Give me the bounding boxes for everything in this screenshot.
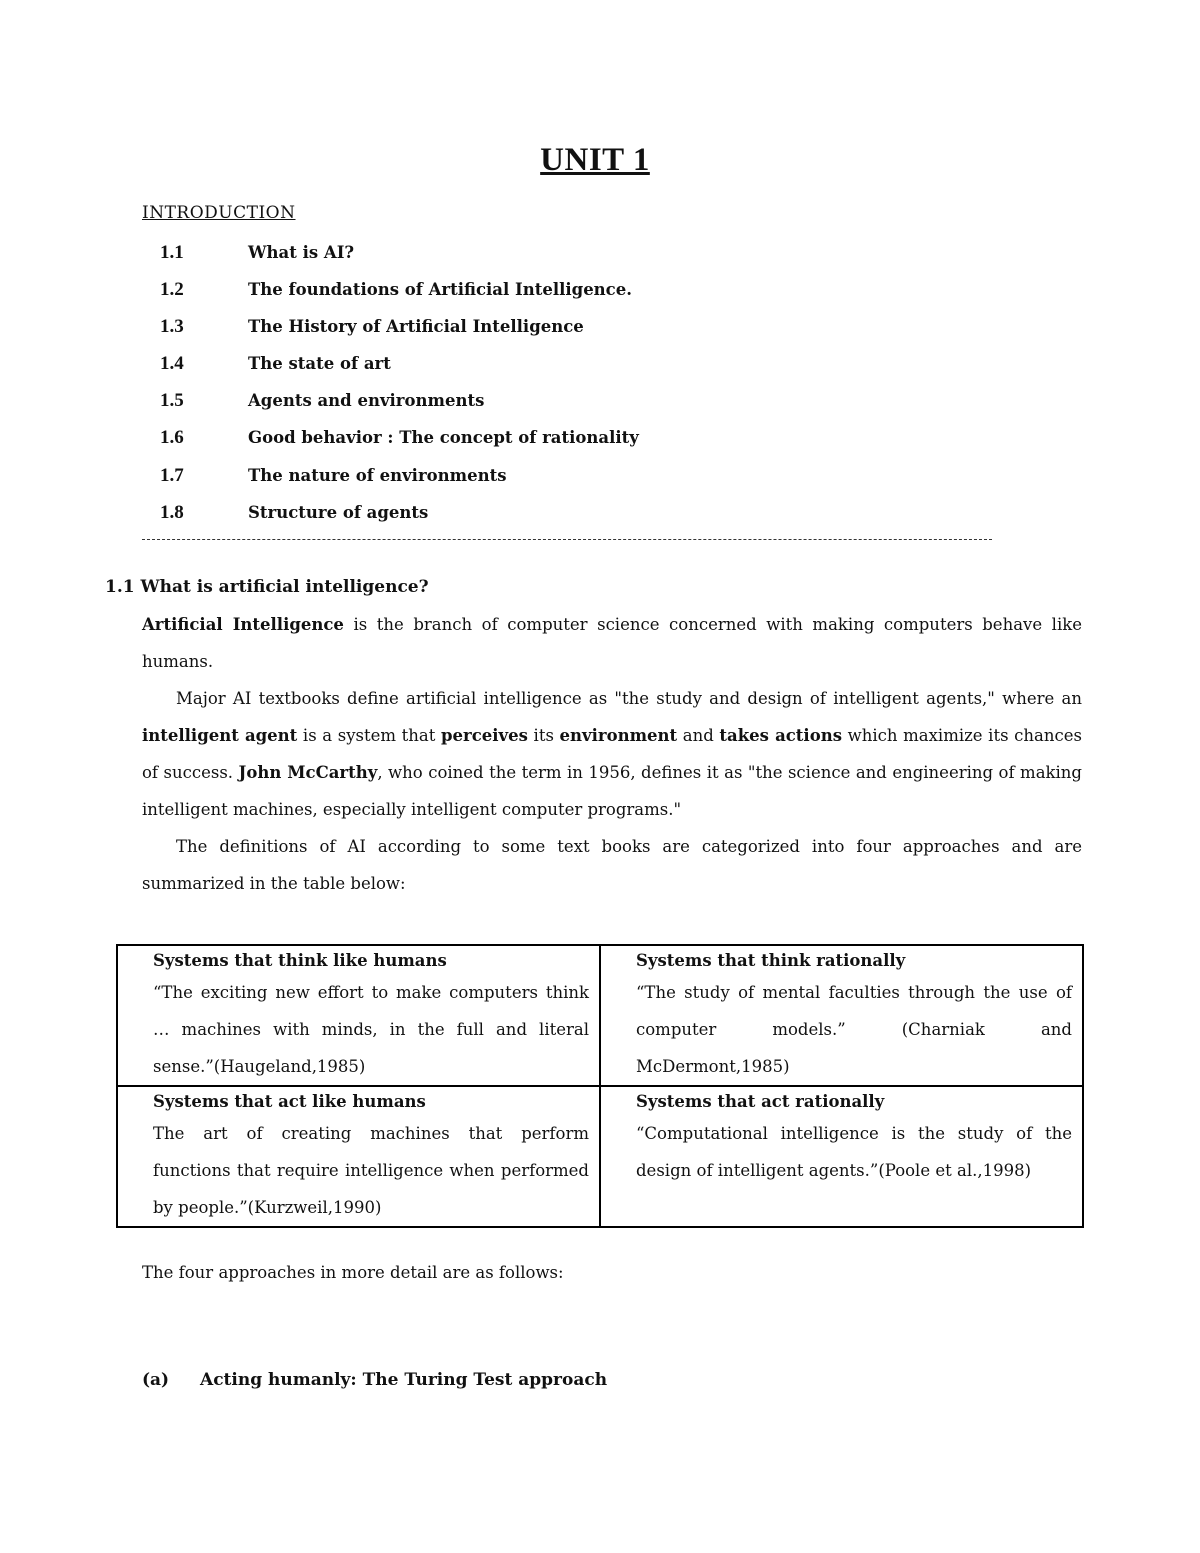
cell-heading: Systems that act like humans [153,1092,426,1111]
toc-item: The foundations of Artificial Intelligence. [248,280,632,299]
paragraph-text: is a system that [297,726,441,745]
table-row [117,945,1083,1086]
paragraph-textbooks [142,680,1082,828]
section-heading: 1.1 What is artificial intelligence? [105,577,429,597]
toc-item: What is AI? [248,243,355,262]
toc-number: 1.6 [160,427,184,448]
toc-number: 1.5 [160,390,184,411]
bold-term: takes actions [719,726,842,745]
introduction-heading: INTRODUCTION [142,203,296,223]
paragraph-text: is the branch of computer science concerned with making computers behave like humans. [142,615,1082,671]
table-row [117,1086,1083,1227]
cell-text: “Computational intelligence is the study of the design of intelligent agents.”(Poole et al.,1998) [636,1124,1072,1180]
toc-item: Good behavior : The concept of rationality [248,428,639,447]
cell-heading: Systems that think like humans [153,951,447,970]
toc-item: The History of Artificial Intelligence [248,317,584,336]
cell-text: “The exciting new effort to make computers think … machines with minds, in the full and literal sense.”(Haugeland,1985) [153,983,589,1076]
bold-term: environment [559,726,678,745]
bold-term: intelligent agent [142,726,298,745]
toc-number: 1.1 [160,242,184,263]
subsection-label: (a) [142,1370,170,1390]
bold-term: John McCarthy [238,763,378,782]
paragraph-definition [142,606,1082,680]
toc-number: 1.2 [160,279,184,300]
paragraph-text: and [677,726,720,745]
toc-number: 1.7 [160,465,184,486]
toc-item: Structure of agents [248,503,429,522]
toc-item: Agents and environments [248,391,485,410]
paragraph-text: which maximize its chances of success. [142,726,1082,782]
toc-number: 1.8 [160,502,184,523]
page-title: UNIT 1 [540,142,650,178]
toc-number: 1.3 [160,316,184,337]
cell-heading: Systems that act rationally [636,1092,885,1111]
bold-term: Artificial Intelligence [142,615,344,634]
ai-definitions-table [116,944,1084,1228]
cell-think-rationally [600,945,1083,1086]
bold-term: perceives [441,726,528,745]
dashed-divider [142,539,992,540]
paragraph-text: Major AI textbooks define artificial intelligence as "the study and design of intelligent agents," where an [176,689,1082,708]
paragraph-approaches: The definitions of AI according to some text books are categorized into four approaches and are summarized in the table below: [142,837,1082,893]
paragraph-four-approaches: The four approaches in more detail are as follows: [142,1263,564,1282]
cell-heading: Systems that think rationally [636,951,906,970]
toc-number: 1.4 [160,353,184,374]
cell-think-humans [117,945,600,1086]
subsection-heading: Acting humanly: The Turing Test approach [200,1370,608,1390]
cell-text: “The study of mental faculties through the use of computer models.” (Charniak and McDermont,1985) [636,983,1072,1076]
cell-text: The art of creating machines that perform functions that require intelligence when performed by people.”(Kurzweil,1990) [153,1124,589,1217]
paragraph-text: its [527,726,560,745]
cell-act-rationally [600,1086,1083,1227]
paragraph-text: , who coined the term in 1956, defines it as "the science and engineering of making intelligent machines, especially intelligent computer programs." [142,763,1082,819]
cell-act-humans [117,1086,600,1227]
toc-item: The nature of environments [248,466,507,485]
toc-item: The state of art [248,354,391,373]
